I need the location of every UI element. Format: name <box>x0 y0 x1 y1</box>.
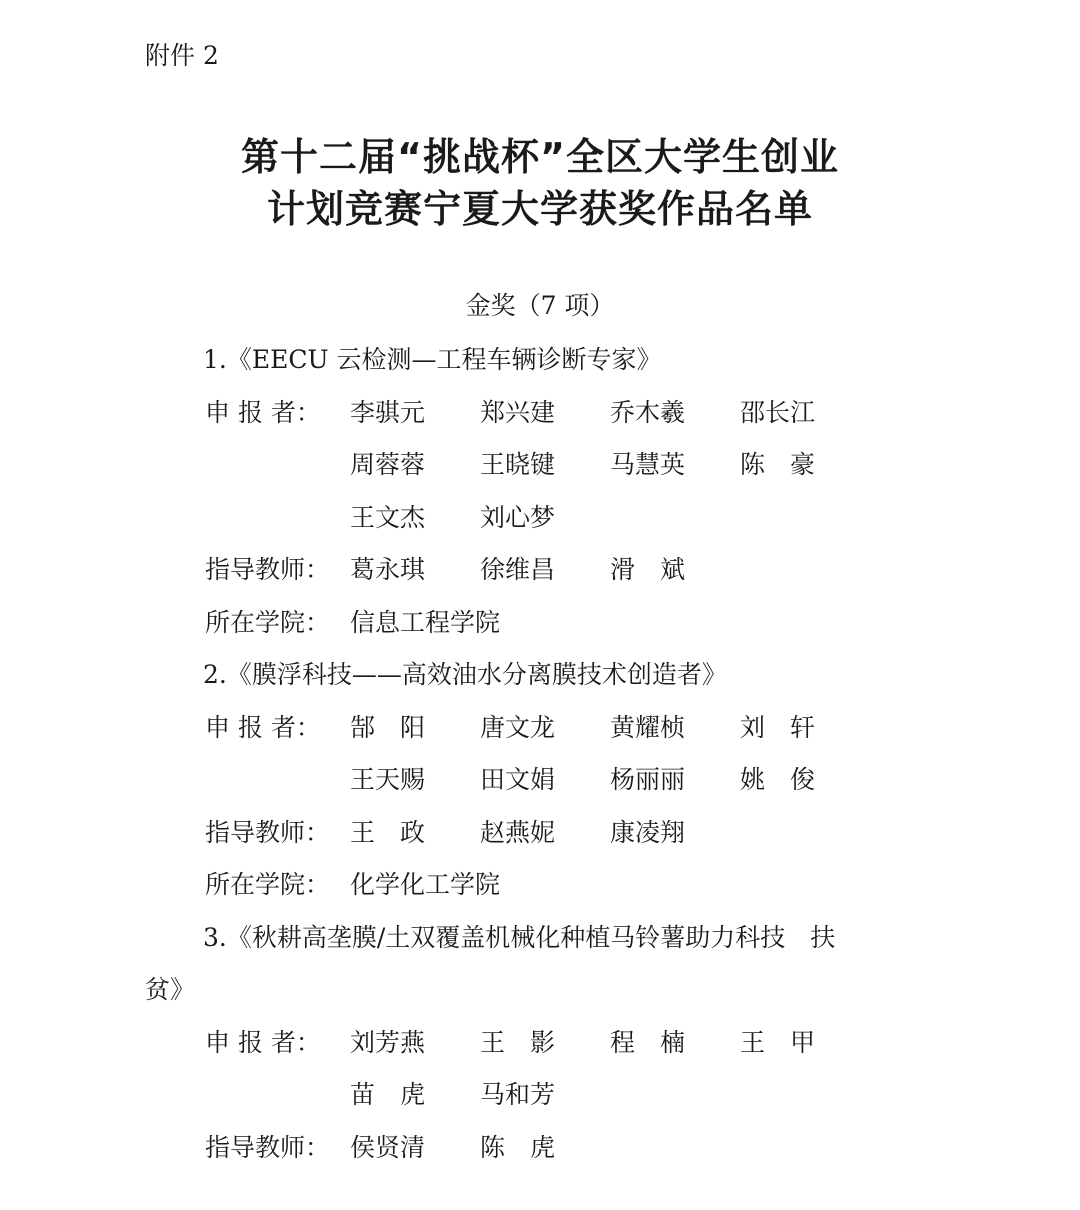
applicant-name: 黄耀桢 <box>610 712 686 742</box>
applicant-name: 唐文龙 <box>480 712 556 742</box>
applicant-name: 王 影 <box>480 1027 556 1057</box>
document-title-line-1: 第十二届“挑战杯”全区大学生创业 <box>241 135 839 179</box>
applicant-name: 周蓉蓉 <box>350 450 426 479</box>
applicant-name: 邵长江 <box>740 397 816 427</box>
college-name: 化学化工学院 <box>350 870 501 899</box>
advisors-label: 指导教师： <box>205 1132 331 1162</box>
applicants-label: 申 报 者： <box>205 397 321 427</box>
entry-title: 3.《秋耕高垄膜/土双覆盖机械化种植马铃薯助力科技 扶 <box>203 922 836 952</box>
advisor-name: 滑 斌 <box>610 555 686 584</box>
applicants-label: 申 报 者： <box>205 1027 321 1057</box>
applicant-name: 陈 豪 <box>740 450 816 479</box>
applicant-name: 刘芳燕 <box>350 1027 426 1057</box>
applicant-name: 王文杰 <box>350 502 426 532</box>
applicant-name: 王 甲 <box>740 1027 816 1057</box>
applicant-name: 马和芳 <box>480 1080 556 1109</box>
applicant-name: 田文娟 <box>480 765 556 794</box>
college-label: 所在学院： <box>205 607 331 637</box>
advisor-name: 赵燕妮 <box>480 817 556 847</box>
applicant-name: 杨丽丽 <box>610 765 686 794</box>
advisor-name: 徐维昌 <box>480 555 556 584</box>
advisor-name: 陈 虎 <box>480 1132 556 1162</box>
applicant-name: 乔木羲 <box>610 397 686 427</box>
advisors-label: 指导教师： <box>205 555 331 584</box>
applicant-name: 郜 阳 <box>350 712 426 742</box>
applicant-name: 郑兴建 <box>480 397 556 427</box>
advisor-name: 侯贤清 <box>350 1132 426 1162</box>
applicant-name: 程 楠 <box>610 1027 686 1057</box>
advisors-label: 指导教师： <box>205 817 331 847</box>
applicant-name: 马慧英 <box>610 450 686 479</box>
attachment-label: 附件 2 <box>145 41 219 70</box>
applicant-name: 刘 轩 <box>740 712 816 742</box>
entry-title: 1.《EECU 云检测—工程车辆诊断专家》 <box>203 345 662 374</box>
advisor-name: 葛永琪 <box>350 555 426 584</box>
applicant-name: 姚 俊 <box>740 765 816 794</box>
applicant-name: 王天赐 <box>350 765 426 794</box>
applicant-name: 刘心梦 <box>480 502 556 532</box>
document-title-line-2: 计划竞赛宁夏大学获奖作品名单 <box>266 187 813 231</box>
entry-title: 2.《膜浮科技——高效油水分离膜技术创造者》 <box>203 660 727 689</box>
college-label: 所在学院： <box>205 870 331 899</box>
applicants-label: 申 报 者： <box>205 712 321 742</box>
applicant-name: 王晓键 <box>480 450 556 479</box>
applicant-name: 李骐元 <box>350 397 426 427</box>
award-heading: 金奖（7 项） <box>465 291 615 320</box>
college-name: 信息工程学院 <box>350 607 501 637</box>
advisor-name: 康凌翔 <box>610 817 686 847</box>
applicant-name: 苗 虎 <box>350 1080 426 1109</box>
entry-title-continued: 贫》 <box>145 975 196 1004</box>
advisor-name: 王 政 <box>350 817 426 847</box>
